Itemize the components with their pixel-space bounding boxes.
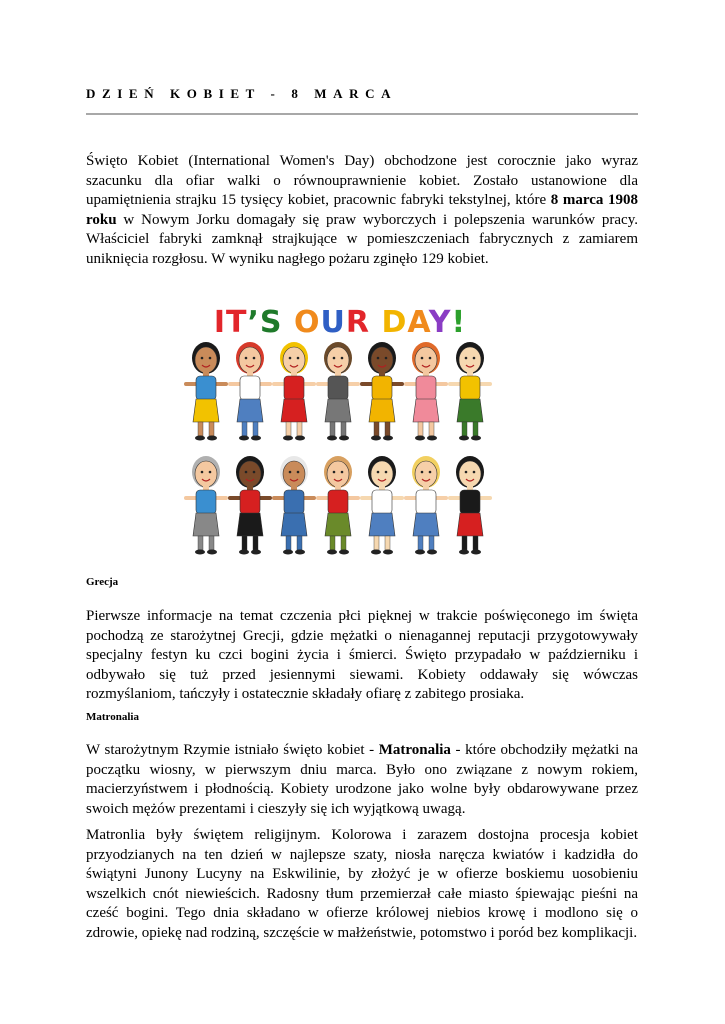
intro-text-before: Święto Kobiet (International Women's Day) obchodzone jest corocznie jako wyraz szacunku dla ofiar walki o równouprawnienie kobiet. Zostało ustanowione dla upamiętnienia strajku 15 tysięcy kobiet, pracownic fabryki tekstylnej, które xyxy=(86,153,638,209)
banner-letter: T xyxy=(226,305,248,340)
banner-letter: R xyxy=(345,305,370,340)
woman-figure xyxy=(362,456,402,555)
page-title: DZIEŃ KOBIET - 8 MARCA xyxy=(86,86,398,101)
banner-letter: ’ xyxy=(247,305,260,340)
heading-greece: Grecja xyxy=(86,576,119,588)
woman-figure xyxy=(318,342,358,441)
banner-letter: U xyxy=(320,305,346,340)
greece-paragraph: Pierwsze informacje na temat czczenia płci pięknej w trakcie poświęconego im święta pochodzą ze starożytnej Grecji, gdzie mężatki o nienagannej reputacji przygotowywały specjalny festyn ku czci bogini życia i śmierci. Święto przypadało w październiku i odbywało się tuż przed jesiennymi siewami. Kobiety oddawały się wówczas rozmyślaniom, tańczyły i ostatecznie składały ofiarę z zabitego prosiaka. xyxy=(86,608,638,703)
its-our-day-banner xyxy=(214,305,466,340)
matronalia-p1-after: - które obchodziły mężatki na początku wiosny, w pierwszym dniu marca. Było ono związane z nowym rokiem, macierzyństwem i płodnością. Kobiety urodzone jako wolne były obdarowywane przez swoich mężów prezentami i cieszyły się ich wyjątkową uwagą. xyxy=(86,742,638,817)
banner-letter: ! xyxy=(451,305,467,340)
woman-figure xyxy=(362,342,402,441)
woman-figure xyxy=(450,456,490,555)
banner-letter: D xyxy=(381,305,408,340)
woman-figure xyxy=(274,342,314,441)
banner-letter: Y xyxy=(428,305,452,340)
matronalia-paragraph-2: Matronlia były świętem religijnym. Kolorowa i zarazem dostojna procesja kobiet przyodzianych na ten dzień w najlepsze szaty, niosła naręcza kwiatów i kadzidła do świątyni Junony Lucyny na Eskwilinie, by złożyć je w ofierze boskiemu uosobieniu wszelkich cnót niewieścich. Radosny tłum przemierzał całe miasto śpiewając pieśni na cześć bogini. Tego dnia składano w ofierze królowej niebios krowę i modlono się o zdrowie, opiekę nad rodziną, szczęście w małżeństwie, potomstwo i poród bez komplikacji. xyxy=(86,827,638,941)
intro-paragraph xyxy=(86,152,638,270)
woman-figure xyxy=(406,342,446,441)
woman-figure xyxy=(230,342,270,441)
banner-letter: I xyxy=(213,305,227,340)
women-row-2 xyxy=(186,456,490,555)
woman-figure xyxy=(450,342,490,441)
woman-figure xyxy=(406,456,446,555)
banner-letter xyxy=(283,305,294,340)
title-divider xyxy=(86,113,638,115)
banner-letter: O xyxy=(293,305,321,340)
matronalia-paragraph-1 xyxy=(86,741,638,819)
woman-figure xyxy=(318,456,358,555)
banner-letter: S xyxy=(259,305,283,340)
woman-figure xyxy=(186,456,226,555)
its-our-day-illustration xyxy=(180,300,500,562)
woman-figure xyxy=(274,456,314,555)
intro-text-after: w Nowym Jorku domagały się praw wyborczych i polepszenia warunków pracy. Właściciel fabryki zamknął strajkujące w pomieszczeniach fabrycznych z zamiarem uniknięcia rozgłosu. W wyniku nagłego pożaru zginęło 129 kobiet. xyxy=(86,211,638,267)
woman-figure xyxy=(186,342,226,441)
heading-matronalia: Matronalia xyxy=(86,711,139,723)
banner-letter xyxy=(370,305,381,340)
woman-figure xyxy=(230,456,270,555)
women-row-1 xyxy=(186,342,490,441)
intro-date-bold: 8 marca 1908 roku xyxy=(86,192,639,228)
banner-letter: A xyxy=(407,305,429,340)
matronalia-bold: Matronalia xyxy=(378,742,451,758)
matronalia-p1-before: W starożytnym Rzymie istniało święto kobiet - xyxy=(86,742,379,758)
